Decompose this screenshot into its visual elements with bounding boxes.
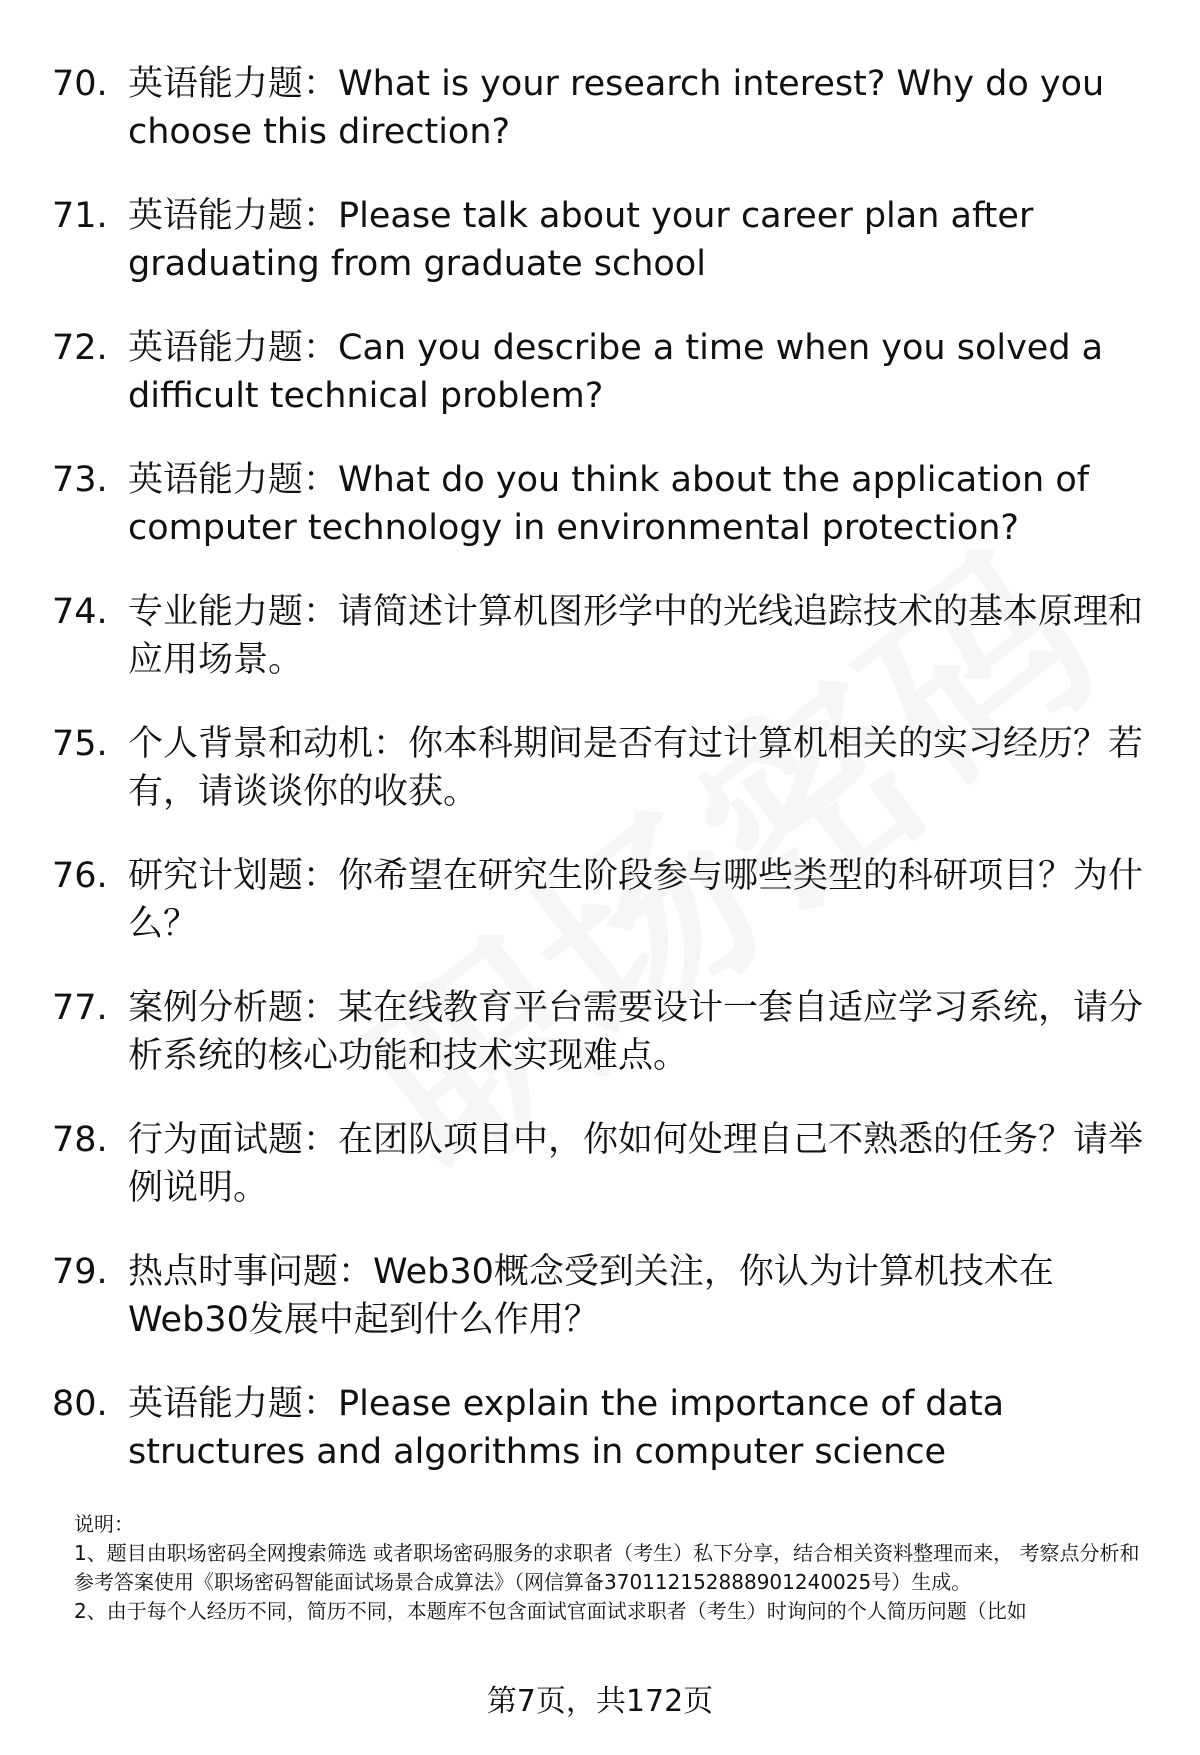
question-number: 77. (52, 988, 108, 1028)
question-category: 研究计划题： (128, 856, 339, 896)
question-category: 英语能力题： (128, 1384, 339, 1424)
notes-item-2: 2、由于每个人经历不同，简历不同，本题库不包含面试官面试求职者（考生）时询问的个人简历问题（比如 (74, 1599, 1027, 1623)
question-body (128, 984, 1162, 1080)
question-body (128, 324, 1162, 420)
question-item (52, 324, 1162, 420)
question-text: What is your research interest? Why do you choose this direction? (128, 64, 1105, 152)
question-number: 79. (52, 1252, 108, 1292)
question-category: 英语能力题： (128, 196, 339, 236)
question-text: 你希望在研究生阶段参与哪些类型的科研项目？为什么？ (128, 856, 1144, 944)
question-item (52, 1116, 1162, 1212)
question-item (52, 984, 1162, 1080)
question-body (128, 852, 1162, 948)
question-category: 英语能力题： (128, 64, 339, 104)
question-number: 80. (52, 1384, 108, 1424)
question-number: 73. (52, 460, 108, 500)
question-category: 热点时事问题： (128, 1252, 374, 1292)
question-number: 75. (52, 724, 108, 764)
page-number: 第7页，共172页 (486, 1684, 714, 1719)
question-item (52, 1380, 1162, 1476)
question-item (52, 852, 1162, 948)
question-body (128, 1116, 1162, 1212)
question-category: 专业能力题： (128, 592, 339, 632)
question-text: Please explain the importance of data structures and algorithms in computer science (128, 1384, 1005, 1472)
question-number: 76. (52, 856, 108, 896)
question-text: Can you describe a time when you solved a difficult technical problem? (128, 328, 1104, 416)
page-footer (0, 1682, 1200, 1722)
question-text: 你本科期间是否有过计算机相关的实习经历？若有，请谈谈你的收获。 (128, 724, 1144, 812)
question-category: 英语能力题： (128, 460, 339, 500)
question-text: 某在线教育平台需要设计一套自适应学习系统，请分析系统的核心功能和技术实现难点。 (128, 988, 1144, 1076)
question-item (52, 456, 1162, 552)
question-category: 英语能力题： (128, 328, 339, 368)
question-item (52, 720, 1162, 816)
question-item (52, 192, 1162, 288)
notes-section (74, 1510, 1154, 1626)
question-body (128, 1248, 1162, 1344)
question-category: 案例分析题： (128, 988, 339, 1028)
question-list (52, 60, 1162, 1512)
question-category: 行为面试题： (128, 1120, 339, 1160)
question-body (128, 192, 1162, 288)
question-text: Please talk about your career plan after graduating from graduate school (128, 196, 1034, 284)
question-item (52, 1248, 1162, 1344)
question-item (52, 588, 1162, 684)
question-body (128, 1380, 1162, 1476)
question-body (128, 720, 1162, 816)
question-number: 78. (52, 1120, 108, 1160)
question-number: 71. (52, 196, 108, 236)
question-text: Web30概念受到关注，你认为计算机技术在Web30发展中起到什么作用？ (128, 1252, 1054, 1340)
question-text: 请简述计算机图形学中的光线追踪技术的基本原理和应用场景。 (128, 592, 1144, 680)
notes-item-1: 1、题目由职场密码全网搜索筛选 或者职场密码服务的求职者（考生）私下分享，结合相关资料整理而来， 考察点分析和参考答案使用《职场密码智能面试场景合成算法》（网信算备370112152888901240025号）生成。 (74, 1541, 1140, 1594)
question-item (52, 60, 1162, 156)
question-category: 个人背景和动机： (128, 724, 409, 764)
notes-heading: 说明： (74, 1512, 134, 1536)
question-text: What do you think about the application of computer technology in environmental protection? (128, 460, 1090, 548)
question-number: 72. (52, 328, 108, 368)
question-body (128, 588, 1162, 684)
question-body (128, 60, 1162, 156)
question-number: 74. (52, 592, 108, 632)
question-body (128, 456, 1162, 552)
question-text: 在团队项目中，你如何处理自己不熟悉的任务？请举例说明。 (128, 1120, 1144, 1208)
question-number: 70. (52, 64, 108, 104)
